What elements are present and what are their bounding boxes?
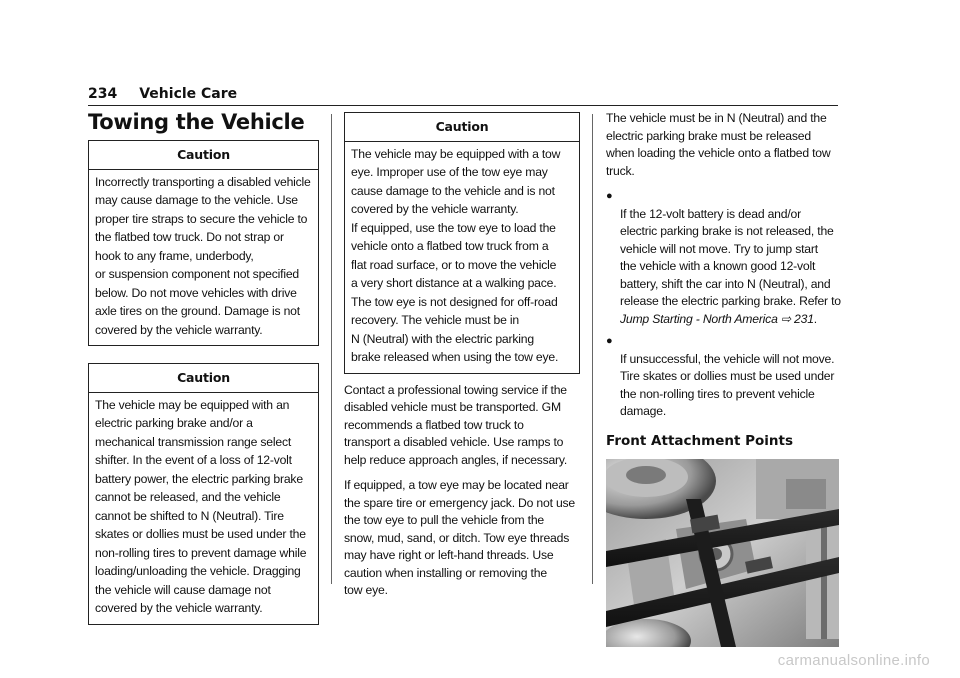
page-title: Towing the Vehicle: [88, 110, 305, 134]
caution-title: Caution: [345, 113, 579, 142]
column-divider-1: [331, 114, 332, 584]
caution-box-3: [344, 112, 580, 374]
subheading-front-attachment: Front Attachment Points: [606, 432, 794, 449]
bullet-end: .: [813, 311, 817, 326]
caution-text: The vehicle may be equipped with an electric parking brake and/or a mechanical transmission range select shifter. In the event of a loss of 12-volt battery power, the electric parking brake cannot be released, and the vehicle cannot be shifted to N (Neutral). Tire skates or dollies must be used under the non-rolling tires to prevent damage while loading/unloading the vehicle. Dragging the vehicle will cause damage not covered by the vehicle warranty.: [95, 397, 307, 615]
bullet-text: If unsuccessful, the vehicle will not move. Tire skates or dollies must be used under the non-rolling tires to prevent vehicle damage.: [620, 351, 835, 418]
list-item: [606, 333, 842, 421]
watermark: carmanualsonline.info: [777, 652, 930, 669]
list-item: [606, 188, 842, 328]
caution-text: The vehicle may be equipped with a tow eye. Improper use of the tow eye may cause damage to the vehicle and is not covered by the vehicle warranty. If equipped, use the tow eye to load the vehicle onto a flatbed tow truck from a flat road surface, or to move the vehicle a very short distance at a walking pace. The tow eye is not designed for off-road recovery. The vehicle must be in N (Neutral) with the electric parking brake released when using the tow eye.: [351, 146, 561, 364]
column-divider-2: [592, 114, 593, 584]
paragraph-tow-eye: If equipped, a tow eye may be located near the spare tire or emergency jack. Do not use the tow eye to pull the vehicle from the snow, mud, sand, or ditch. Tow eye threads may have right or left-hand threads. Use caution when installing or removing the tow eye.: [344, 478, 576, 597]
section-title: Vehicle Care: [139, 86, 238, 102]
bullet-icon: ●: [606, 190, 613, 202]
column-2: [344, 110, 580, 608]
caution-box-2: [88, 363, 319, 625]
column-3: [606, 110, 842, 647]
cross-reference-link[interactable]: [620, 312, 814, 326]
caution-text: Incorrectly transporting a disabled vehicle may cause damage to the vehicle. Use proper tire straps to secure the vehicle to the flatbed tow truck. Do not strap or hook to any frame, underbody, or suspension component not specified below. Do not move vehicles with drive axle tires on the ground. Damage is not covered by the vehicle warranty.: [95, 174, 311, 337]
page-header: [88, 82, 838, 106]
cross-reference-page[interactable]: 231: [794, 311, 814, 326]
caution-box-1: [88, 140, 319, 346]
caution-title: Caution: [89, 364, 318, 393]
paragraph-neutral: The vehicle must be in N (Neutral) and the electric parking brake must be released when loading the vehicle onto a flatbed tow truck.: [606, 111, 831, 178]
page-number: 234: [88, 86, 118, 102]
paragraph-towing-service: Contact a professional towing service if the disabled vehicle must be transported. GM recommends a flatbed tow truck to transport a disabled vehicle. Use ramps to help reduce approach angles, if necessary.: [344, 382, 568, 467]
bullet-text: If the 12-volt battery is dead and/or electric parking brake is not released, the vehicle will not move. Try to jump start the vehicle with a known good 12-volt battery, shift the car into N (Neutral), and release the electric parking brake. Refer to: [620, 206, 841, 308]
front-attachment-photo: [606, 459, 839, 647]
cross-reference-title[interactable]: Jump Starting - North America: [620, 311, 778, 326]
bullet-list: [606, 188, 842, 421]
page-ref-arrow-icon: ⇨: [780, 311, 791, 326]
bullet-icon: ●: [606, 335, 613, 347]
caution-title: Caution: [89, 141, 318, 170]
column-1: [88, 110, 319, 625]
